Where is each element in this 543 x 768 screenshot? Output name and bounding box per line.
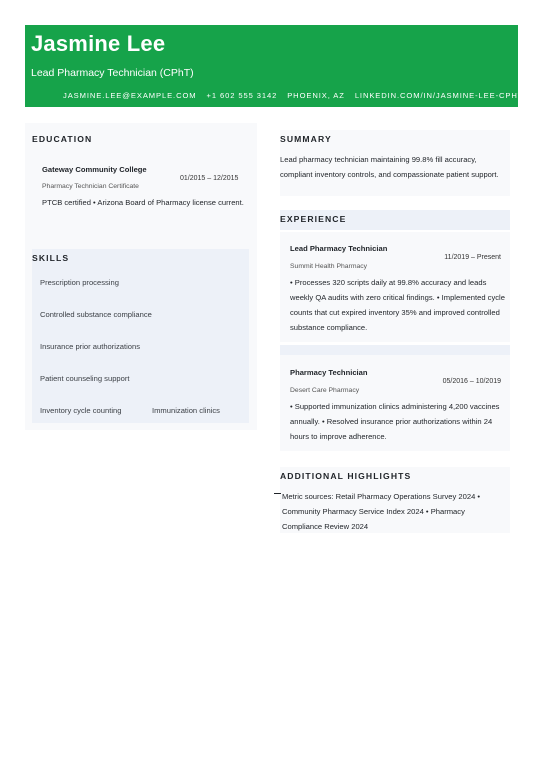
education-heading: EDUCATION	[32, 134, 93, 144]
contact-linkedin[interactable]: LINKEDIN.COM/IN/JASMINE-LEE-CPHT	[354, 91, 524, 100]
job-dates: 05/2016 – 10/2019	[442, 378, 501, 385]
education-degree: Pharmacy Technician Certificate	[42, 183, 139, 190]
entry-divider	[280, 345, 510, 355]
experience-entry	[280, 355, 510, 451]
skill-item: Controlled substance compliance	[40, 310, 152, 319]
job-dates: 11/2019 – Present	[444, 254, 501, 261]
job-title: Pharmacy Technician	[290, 368, 368, 377]
resume-header	[25, 25, 524, 107]
job-bullets: • Supported immunization clinics administering 4,200 vaccines annually. • Resolved insurance prior authorizations within 24 hours to improve adherence.	[290, 402, 500, 441]
education-dates: 01/2015 – 12/2015	[180, 175, 239, 182]
job-company: Summit Health Pharmacy	[290, 263, 368, 270]
education-school: Gateway Community College	[42, 165, 147, 174]
skills-section	[32, 249, 249, 423]
highlights-section	[280, 467, 510, 533]
left-column	[25, 123, 257, 430]
skill-item: Insurance prior authorizations	[40, 342, 141, 351]
skill-item: Prescription processing	[40, 278, 119, 287]
contact-location: PHOENIX, AZ	[287, 91, 345, 100]
dash-marker	[274, 493, 281, 494]
highlights-text: Metric sources: Retail Pharmacy Operations Survey 2024 • Community Pharmacy Service Index 2024 • Pharmacy Compliance Review 2024	[282, 492, 481, 531]
experience-entry	[280, 232, 510, 342]
job-bullets: • Processes 320 scripts daily at 99.8% accuracy and leads weekly QA audits with zero critical findings. • Implemented cycle counts that cut expired inventory 35% and improved controlled substance compliance.	[290, 278, 505, 332]
contact-email[interactable]: JASMINE.LEE@EXAMPLE.COM	[63, 91, 197, 100]
experience-heading-bar	[280, 210, 510, 230]
contact-line	[63, 91, 523, 100]
summary-text: Lead pharmacy technician maintaining 99.8% fill accuracy, compliant inventory controls, and compassionate patient support.	[280, 155, 499, 179]
skills-heading: SKILLS	[32, 253, 70, 263]
summary-section	[280, 130, 510, 196]
summary-heading: SUMMARY	[280, 134, 332, 144]
job-title: Lead Pharmacy Technician	[290, 244, 388, 253]
experience-heading: EXPERIENCE	[280, 214, 347, 224]
skill-item: Immunization clinics	[152, 406, 220, 415]
job-company: Desert Care Pharmacy	[290, 387, 360, 394]
contact-phone[interactable]: +1 602 555 3142	[206, 91, 278, 100]
highlights-heading: ADDITIONAL HIGHLIGHTS	[280, 471, 412, 481]
skill-item: Patient counseling support	[40, 374, 130, 383]
candidate-role: Lead Pharmacy Technician (CPhT)	[31, 67, 194, 79]
skill-item: Inventory cycle counting	[40, 406, 122, 415]
candidate-name: Jasmine Lee	[31, 31, 166, 56]
education-note: PTCB certified • Arizona Board of Pharmacy license current.	[42, 198, 244, 207]
